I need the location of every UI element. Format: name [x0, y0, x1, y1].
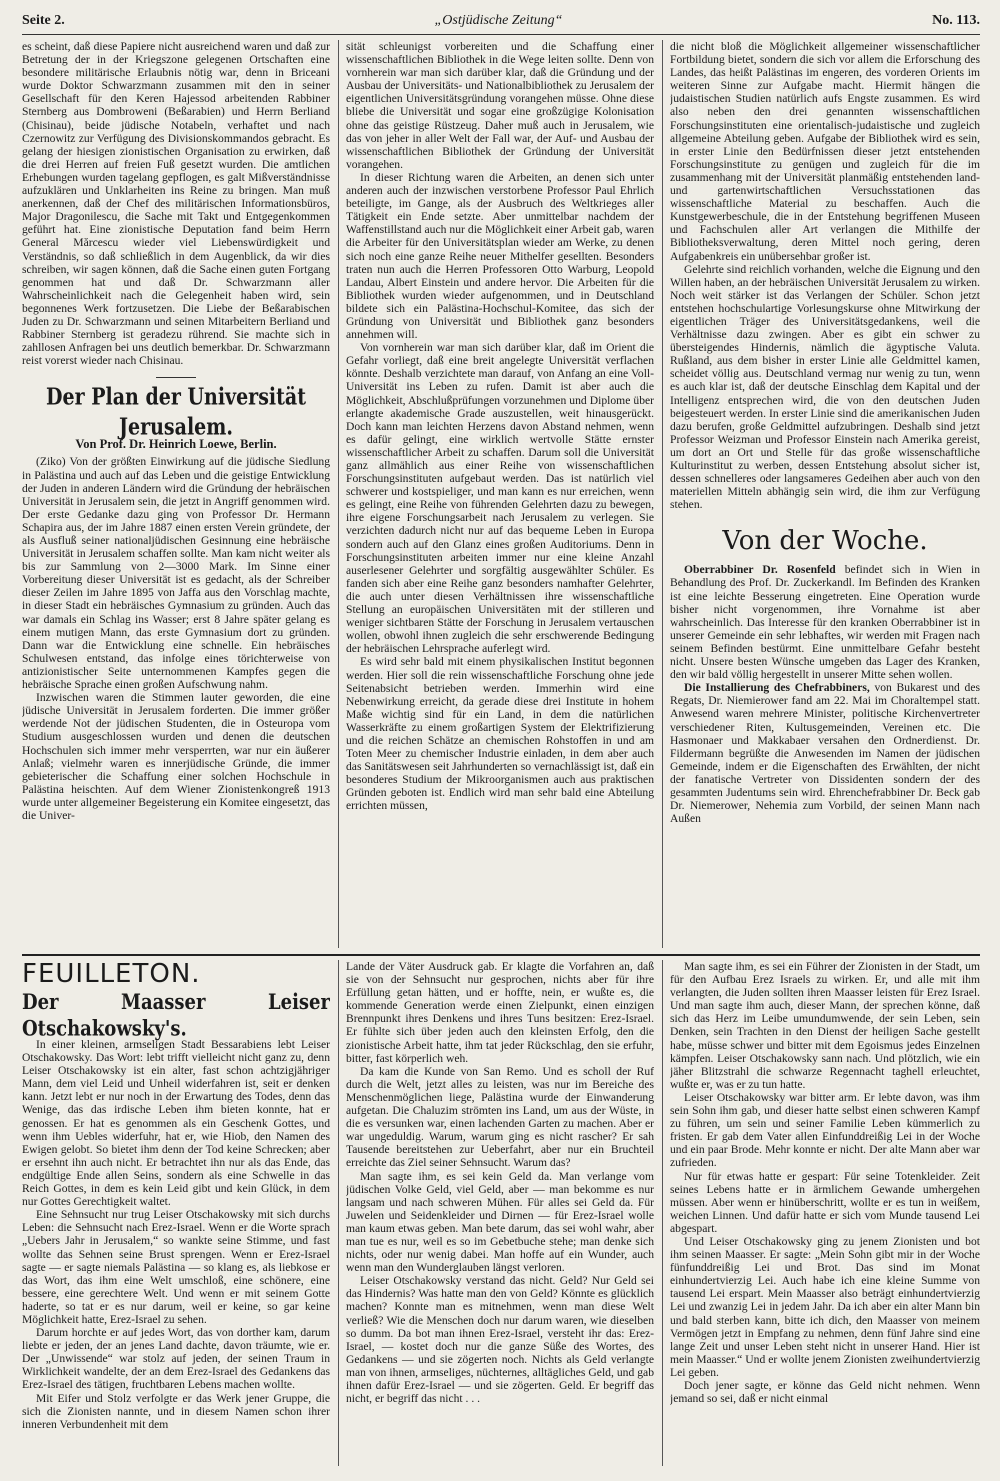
- paragraph: Es wird sehr bald mit einem physikalischen Institut begonnen werden. Hier soll die rein wissenschaftliche Forschung ohne jede Seitenabsicht betrieben werden. Immerhin wird eine Nebenwirkung erreicht, da gerade diese drei Institute in hohem Maße wichtig sind für ein Land, in dem die natürlichen Wasserkräfte zu einem großartigen System der Elektrifizierung und die reichen Schätze an chemischen Rohstoffen in und am Toten Meer zu chemischer Industrie einladen, in dem aber auch das Sanitätswesen seit Jahrhunderten so vernachlässigt ist, daß ein besonderes Studium der Mikroorganismen auch aus praktischen Gründen geboten ist. Endlich wird man sehr bald eine Abteilung errichten müssen,: [346, 655, 654, 813]
- paragraph: Man sagte ihm, es sei kein Geld da. Man verlange vom jüdischen Volke Geld, viel Geld, aber — man bekomme es nur langsam und nach schweren Mühen. Für alles sei Geld da. Für Juwelen und Seidenkleider und Dirnen — für Erez-Israel wolle man kaum etwas geben. Man bete darum, das sei wohl wahr, aber man tue es nur, weil es so im Gebetbuche stehe; man denke sich nichts, oder nur wenig dabei. Man hoffe auf ein Wunder, auch wenn man den Wunderglauben längst verloren.: [346, 1169, 654, 1275]
- page-header: [22, 10, 980, 32]
- paragraph: In dieser Richtung waren die Arbeiten, an denen sich unter anderen auch der inzwischen verstorbene Professor Paul Ehrlich beteiligte, im Gange, als der Ausbruch des Weltkrieges aller Tätigkeit ein Ende setzte. Aber unmittelbar nachdem der Waffenstillstand auch nur die Möglichkeit einer Arbeit gab, waren die Arbeiter für den Universitätsplan wieder am Werke, zu denen sich noch eine ganze Reihe neuer Mithelfer gesellten. Besonders traten nun auch die Herren Professoren Otto Warburg, Leopold Landau, Albert Einstein und andere hervor. Die Arbeiten für die Bibliothek wurden wieder aufgenommen, und in Deutschland bildete sich ein Palästina-Hochschul-Komitee, das sich der Gründung von Universität und Bibliothek ganz besonders annehmen will.: [346, 170, 654, 342]
- paragraph: Von vornherein war man sich darüber klar, daß im Orient die Gefahr vorliegt, daß eine breit angelegte Universität verflachen könnte. Deshalb verzichtete man darauf, von Anfang an eine Voll-Universität ins Leben zu rufen. Damit ist aber auch die Möglichkeit, Abschlußprüfungen vorzunehmen und Diplome über erlangte akademische Grade auszustellen, weit hinausgerückt. Doch kann man leichten Herzens davon Abstand nehmen, wenn es dafür gelingt, eine wirklich wertvolle Stätte ernster wissenschaftlicher Arbeit zu schaffen. Darum soll die Universität ganz allmählich aus einer Reihe von wissenschaftlichen Forschungsinstituten aufgebaut werden. Das ist natürlich viel schwerer und kostspieliger, und man kann es nur erreichen, wenn es gelingt, eine Reihe von führenden Gelehrten dazu zu bewegen, ihre eigene Forschungsarbeit nach Jerusalem zu verlegen. Sie verzichten dadurch nicht nur auf das bequeme Leben in Europa sondern auch auf den Glanz eines großen Auditoriums. Denn in Forschungsinstituten arbeiten immer nur eine kleine Anzahl auserlesener Gelehrter und sorgfältig ausgewählter Schüler. Es fanden sich aber eine Reihe ganz besonders namhafter Gelehrter, die auch unter diesen Verhältnissen ihre wissenschaftliche Stellung an europäischen Universitäten mit der stilleren und weniger sichtbaren Stätte der Forschung in Jerusalem vertauschen wollen, obwohl ihnen zugleich die sehr erschwerende Bedingung der hebräischen Lehrsprache auferlegt wird.: [346, 341, 654, 656]
- feuilleton-divider: [22, 954, 980, 956]
- news-text: befindet sich in Wien in Behandlung des Prof. Dr. Zuckerkandl. Im Befinden des Kranken ist eine leichte Besserung eingetreten. Eine Operation wurde bisher nicht vorgenommen, ihre Vornahme ist aber wahrscheinlich. Das Interesse für den kranken Oberrabbiner ist in unserer Gemeinde ein sehr lebhaftes, wir werden mit Fragen nach seinem Befinden bestürmt. Eine unmittelbare Gefahr besteht nicht. Unsere besten Wünsche umgeben das Lager des Kranken, den wir bald völlig hergestellt in unserer Mitte sehen wollen.: [670, 563, 980, 682]
- article-title: Der Plan der Universität Jerusalem.: [46, 383, 306, 442]
- issue-number: No. 113.: [932, 13, 980, 28]
- paragraph: Da kam die Kunde von San Remo. Und es scholl der Ruf durch die Welt, jetzt alles zu leisten, was nur im Bereiche des Menschenmöglichen liege, Palästina wurde der Einwanderung aufgetan. Die Chaluzim strömten ins Land, um aus der Wüste, in die es versunken war, einen lachenden Garten zu machen. Aber er war ungeduldig. Warum, warum ging es nicht rascher? Er sah Tausende bereitstehen zur Ueberfahrt, aber nur ein Bruchteil erreichte das Ziel seiner Sehnsucht. Warum das?: [346, 1064, 654, 1170]
- feuilleton-title: Der Maasser Leiser Otschakowsky's.: [22, 990, 330, 1042]
- paragraph: In einer kleinen, armseligen Stadt Bessarabiens lebt Leiser Otschakowsky. Das Wort: lebt trifft vielleicht nicht ganz zu, denn Leiser Otschakowsky ist ein alter, fast schon achtzigjähriger Mann, dem viel Leid und Unheil widerfahren ist, seit er denken kann. Jetzt lebt er nur noch in der Erwartung des Todes, denn das Wenige, das das irdische Leben ihm bieten konnte, hat er genossen. Er hat es genommen als ein Geschenk Gottes, und wenn ihm Uebles widerfuhr, hat er, wie Hiob, den Namen des Ewigen gelobt. So bietet ihm denn der Tod keine Schrecken; aber er ersehnt ihn auch nicht. Er betrachtet ihn nur als das Ende, das endgültige Ende allen Seins, sondern als eine Schwelle in das Reich Gottes, in dem es kein Leid gibt und kein Glück, in dem nur Gottes Gerechtigkeit waltet.: [22, 1038, 330, 1209]
- paragraph: Inzwischen waren die Stimmen lauter geworden, die eine jüdische Universität in Jerusalem forderten. Die immer größer werdende Not der jüdischen Studenten, die in Osteuropa vom Studium ausgeschlossen wurden und denen die deutschen Hochschulen sich immer mehr versperrten, war nur ein äußerer Anlaß; vielmehr waren es innerjüdische Gründe, die immer gebieterischer die Schaffung einer solchen Hochschule in Palästina heischten. Auf dem Wiener Zionistenkongreß 1913 wurde unter allgemeiner Begeisterung ein Komitee eingesetzt, das die Univer-: [22, 691, 330, 822]
- paragraph: Leiser Otschakowsky verstand das nicht. Geld? Nur Geld sei das Hindernis? Was hatte man den von Geld? Könnte es glücklich machen? Konnte man es mitnehmen, wenn man diese Welt verließ? Wie die Menschen doch nur darum waren, wie dieselben so dumm. Da bot man ihnen Erez-Israel, versteht ihr das: Erez-Israel, — kostet doch nur die ganze Süße des Wortes, des Gedankens — und sie zögerten noch. Nichts als Geld verlangte man von ihnen, armseliges, nüchternes, alltägliches Geld, und gab ihnen dafür Erez-Israel — und sie zögerten. Geld. Er begriff das nicht, er begriff das nicht . . .: [346, 1274, 654, 1406]
- top-column-1: [22, 40, 330, 950]
- column-divider: [662, 960, 663, 1466]
- paragraph: Lande der Väter Ausdruck gab. Er klagte die Vorfahren an, daß sie von der Sehnsucht nur gesprochen, nichts aber für ihre Erfüllung getan hätten, und er hoffte, nein, er wußte es, die kommende Generation werde einen Zielpunkt, einen einzigen Brennpunkt ihres Denkens und ihres Tuns besitzen: Erez-Israel. Er fühlte sich über jeden auch den kleinsten Erfolg, den die zionistische Arbeit hatte, ihm tat jeder Rückschlag, den sie erfuhr, bitter, fast körperlich weh.: [346, 960, 654, 1065]
- paragraph: Mit Eifer und Stolz verfolgte er das Werk jener Gruppe, die sich die Zionisten nannte, und in diesem Namen schon ihrer inneren Verbundenheit mit dem: [22, 1391, 330, 1431]
- article-byline: Von Prof. Dr. Heinrich Loewe, Berlin.: [75, 437, 277, 452]
- paragraph: Gelehrte sind reichlich vorhanden, welche die Eignung und den Willen haben, an der hebräischen Universität Jerusalem zu wirken. Noch weit stärker ist das Verlangen der Schüler. Schon jetzt entstehen hochschulartige Vorlesungskurse ohne Mitwirkung der eigentlichen Träger des Universitätsgedankens, weil die Verhältnisse dazu zwingen. Aber es gibt ein schwer zu übersteigendes Hindernis, nämlich die ägyptische Valuta. Rußland, aus dem bisher in erster Linie alle Geldmittel kamen, scheidet völlig aus. Deutschland vermag nur wenig zu tun, wenn es auch klar ist, daß der deutsche Einschlag dem Kapital und der Intelligenz entsprechen wird, die von den deutschen Juden beigesteuert werden. In erster Linie sind die amerikanischen Juden dazu berufen, große Geldmittel aufzubringen. Deshalb sind jetzt Professor Weizman und Professor Einstein nach Amerika gereist, um dort an Ort und Stelle für das große wissenschaftliche Kulturinstitut zu werben, dessen Entstehung absolut sicher ist, dessen schnelleres oder langsameres Gedeihen aber auch von den materiellen Mitteln abhängig sein wird, die ihm zur Verfügung stehen.: [670, 262, 980, 512]
- news-lead: Oberrabbiner Dr. Rosenfeld: [684, 563, 836, 577]
- paragraph: Darum horchte er auf jedes Wort, das von dorther kam, darum liebte er jeden, der an jenes Land dachte, davon träumte, wie er. Der „Unwissende“ war stolz auf jeden, der seinen Traum in Wirklichkeit wandelte, der an dem Erez-Israel des Gedankens das Erez-Israel des tätigen, fruchtbaren Lebens machen wollte.: [22, 1326, 330, 1392]
- paragraph: Man sagte ihm, es sei ein Führer der Zionisten in der Stadt, um für den Aufbau Erez Israels zu wirken. Er, und alle mit ihm verlangten, die Juden sollten ihren Maasser leisten für Erez Israel. Und man sagte ihm auch, dieser Mann, der sprechen könne, daß sich das Herz im Leibe umundumwende, der sein Leben, sein Denken, sein Trachten in den Dienst der heiligen Sache gestellt habe, müsse schwer und bitter mit dem Egoismus jedes Einzelnen kämpfen. Leiser Otschakowsky sann nach. Und plötzlich, wie ein jäher Blitzstrahl die schwarze Regennacht taghell erleuchtet, wußte er, was er zu tun hatte.: [670, 960, 980, 1091]
- column-divider: [338, 960, 339, 1466]
- intro-paragraph: es scheint, daß diese Papiere nicht ausreichend waren und daß zur Betretung der in der Kriegszone gelegenen Ortschaften eine besondere militärische Erlaubnis nötig war, denn in Briceani wurde Doktor Schwarzmann zusammen mit den in seiner Gesellschaft für den Keren Hajessod arbeitenden Rabbiner Sternberg aus Dombroweni (Beßarabien) und Herrn Berliand (Chisinau), beide jüdische Notabeln, verhaftet und nach Czernowitz zur Verfügung des Divisionskommandos gebracht. Es gelang der hiesigen zionistischen Organisation zu erwirken, daß die drei Herren auf freien Fuß gesetzt wurden. Die amtlichen Erhebungen wurden tagelang gepflogen, es galt Mißverständnisse aufzuklären und Unklarheiten ins Reine zu bringen. Man muß anerkennen, daß der Chef des militärischen Informationsbüros, Major Dragonilescu, die Sache mit Takt und Entgegenkommen geführt hat. Eine zionistische Deputation fand beim Herrn General Mărcescu wieder viel Liebenswürdigkeit und Verständnis, so daß schließlich in dem Augenblick, da wir dies schreiben, wir sagen können, daß die Sache einen guten Fortgang genommen hat und daß Dr. Schwarzmann aller Wahrscheinlichkeit nach die Gelegenheit haben wird, sein begonnenes Werk fortzusetzen. Die Liebe der Beßarabischen Juden zu Dr. Schwarzmann und seinen Mitarbeitern Berliand und Rabbiner Sternberg ist geradezu rührend. Sie machte sich in zahllosen Anfragen bei uns deutlich bemerkbar. Dr. Schwarzmann reist vorerst wieder nach Chisinau.: [22, 40, 330, 368]
- newspaper-page: [22, 10, 980, 1470]
- paragraph: Nur für etwas hatte er gespart: Für seine Totenkleider. Zeit seines Lebens hatte er in ärmlichem Gewande umhergehen müssen. Aber wenn er hinüberschritt, wollte er es tun in weißem, weichen Linnen. Und dafür hatte er sich vom Munde tausend Lei abgespart.: [670, 1169, 980, 1235]
- paragraph: Und Leiser Otschakowsky ging zu jenem Zionisten und bot ihm seinen Maasser. Er sagte: „Mein Sohn gibt mir in der Woche fünfunddreißig Lei und Brot. Das sind im Monat einhundertvierzig Lei. Auch habe ich eine kleine Summe von tausend Lei erspart. Mein Maasser also beträgt einhundertvierzig Lei und zwanzig Lei in jedem Jahr. Da ich aber ein alter Mann bin und bald sterben kann, bitte ich dich, den Maasser von meinem Vermögen jetzt in Empfang zu nehmen, denn fünf Jahre sind eine lange Zeit und unser Leben steht nicht in unserer Hand. Hier ist mein Maasser.“ Und er wollte jenem Zionisten zweihundertvierzig Lei geben.: [670, 1234, 980, 1379]
- feuilleton-column-3: [670, 960, 980, 1468]
- paragraph: sität schleunigst vorbereiten und die Schaffung einer wissenschaftlichen Bibliothek in die Wege leiten sollte. Denn von vornherein war man sich darüber klar, daß die Gründung und der Ausbau der Universitäts- und Nationalbibliothek zu Jerusalem der eigentlichen Universitätsgründung vorangehen müsse. Ohne diese bliebe die Universität und sogar eine großzügige Kolonisation ohne das geistige Rüstzeug. Daher muß auch in Jerusalem, wie das von jeher in aller Welt der Fall war, der Auf- und Ausbau der wissenschaftlichen Bibliothek der Gründung der Universität vorangehen.: [346, 40, 654, 171]
- feuilleton-column-1: [22, 960, 330, 1468]
- news-lead: Die Installierung des Chefrabbiners,: [684, 681, 870, 695]
- paragraph: Eine Sehnsucht nur trug Leiser Otschakowsky mit sich durchs Leben: die Sehnsucht nach Erez-Israel. Wenn er die Worte sprach „Uebers Jahr in Jerusalem,“ so wankte seine Stimme, und fast wollte das Sehnen seine Brust sprengen. Wenn er Erez-Israel sagte — er sagte niemals Palästina — so klang es, als liebkose er das Wort, das ihm eine Welt umschloß, eine schönere, eine bessere, eine gerechtere Welt. Und wenn er mit seinem Gotte haderte, so tat er es nur darum, weil er keine, so gar keine Möglichkeit hatte, Erez-Israel zu sehen.: [22, 1208, 330, 1326]
- top-column-3: [670, 40, 980, 950]
- header-rule: [22, 34, 980, 35]
- news-text: von Bukarest und des Regats, Dr. Niemierower fand am 22. Mai im Choraltempel statt. Anwesend waren mehrere Minister, politische Kirchenvertreter verschiedener Riten, Kultusgemeinden, Vereinen etc. Die Hasmonaer und Makkabaer versahen den Ordnerdienst. Dr. Fildermann begrüßte die Anwesenden im Namen der jüdischen Gemeinde, indem er die Eigenschaften des Erwählten, der nicht der fanatische Vertreter von Dissidenten sondern der des gesammten Judentums sein wird. Ehrenchefrabbiner Dr. Beck gab Dr. Niemerower, Nehemia zum Vorbild, der seinen Mann nach Außen: [670, 681, 980, 826]
- top-column-2: [346, 40, 654, 950]
- paragraph: Leiser Otschakowsky war bitter arm. Er lebte davon, was ihm sein Sohn ihm gab, und dieser hatte selbst einen schweren Kampf zu führen, um sein und seiner Familie Leben kümmerlich zu fristen. Er gab dem Vater allen Einfunddreißig Lei in der Woche und ein paar Brode. Mehr konnte er nicht. Der alte Mann aber war zufrieden.: [670, 1090, 980, 1170]
- feuilleton-column-2: [346, 960, 654, 1468]
- column-divider: [338, 40, 339, 948]
- column-divider: [662, 40, 663, 948]
- separator: [156, 377, 196, 378]
- paragraph: Doch jener sagte, er könne das Geld nicht nehmen. Wenn jemand so sei, daß er nicht einmal: [670, 1379, 980, 1406]
- newspaper-name: „Ostjüdische Zeitung“: [434, 13, 563, 28]
- section-title: Von der Woche.: [722, 526, 928, 557]
- paragraph: die nicht bloß die Möglichkeit allgemeiner wissenschaftlicher Fortbildung bietet, sondern die sich vor allem die Erforschung des Landes, das heißt Palästinas im engeren, des vorderen Orients im weiteren Sinne zur Aufgabe macht. Hiermit hängen die judaistischen Studien natürlich aufs Engste zusammen. Es wird also neben den drei genannten wissenschaftlichen Forschungsinstituten eine orientalisch-judaistische und zugleich allgemeine Abteilung geben. Aufgabe der Bibliothek wird es sein, in erster Linie den Bedürfnissen dieser jetzt entstehenden Forschungsinstitute zu genügen und zugleich für die im zusammenhang mit der Universität planmäßig entstehenden land- und gartenwirtschaftlichen Versuchsstationen das wissenschaftliche Material zu beschaffen. Auch die Kunstgewerbeschule, die in der Entstehung begriffenen Museen und Fachschulen aller Art verlangen die Mithilfe der Bibliotheksverwaltung, deren Mittel noch gering, deren Aufgabenkreis ein unübersehbar großer ist.: [670, 40, 980, 263]
- paragraph: (Ziko) Von der größten Einwirkung auf die jüdische Siedlung in Palästina und auch auf das Leben und die geistige Entwicklung der Juden in anderen Ländern wird die Gründung der hebräischen Universität in Jerusalem sein, die jetzt in Angriff genommen wird. Der erste Gedanke dazu ging von Professor Dr. Hermann Schapira aus, der im Jahre 1887 einen ersten Verein gründete, der als Ausfluß seiner nationaljüdischen Gesinnung eine hebräische Universität in Jerusalem schaffen sollte. Man kam nicht weiter als bis zur Sammlung von 2—3000 Mark. Im Sinne einer Vorbereitung dieser Universität ist es gedacht, als der Schreiber dieser Zeilen im Jahre 1895 von Jaffa aus den Vorschlag machte, in dieser Stadt ein hebräisches Gymnasium zu gründen. Auch das war damals ein Schlag ins Wasser; erst 8 Jahre später gelang es einem mutigen Mann, das erste Gymnasium dort zu gründen. Dann war die Entwicklung eine schnelle. Ein hebräisches Schulwesen entstand, das infolge eines törichterweise von antizionistischer Seite unternommenen Kampfes gegen die hebräische Sprache einen großen Aufschwung nahm.: [22, 455, 330, 692]
- page-number: Seite 2.: [22, 13, 65, 28]
- feuilleton-heading: FEUILLETON.: [22, 960, 201, 989]
